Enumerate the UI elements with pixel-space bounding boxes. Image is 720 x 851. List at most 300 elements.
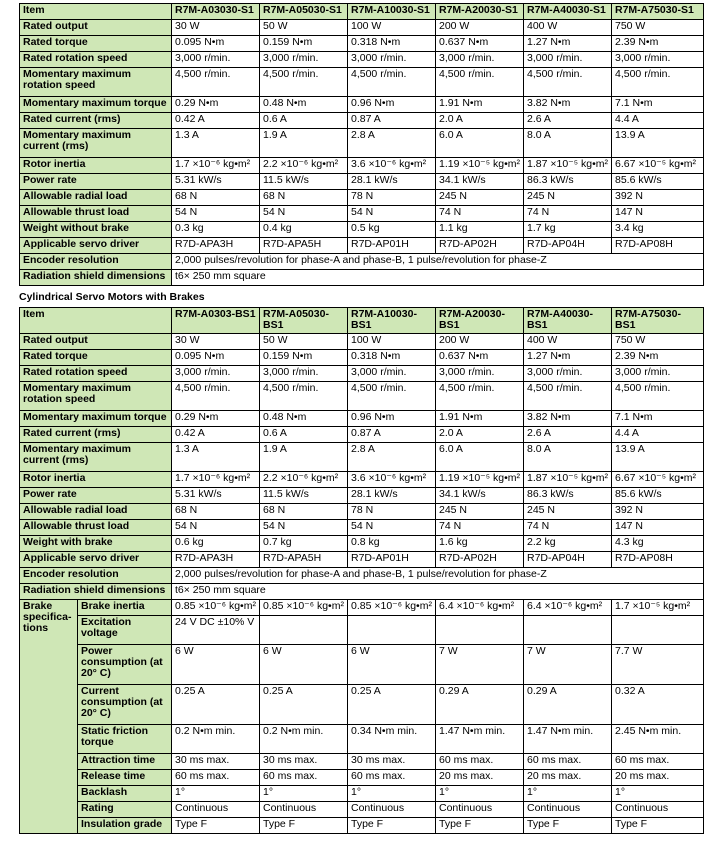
table-header-row [20, 4, 704, 20]
table-cell: Type F [348, 818, 436, 834]
table-cell: 68 N [172, 190, 260, 206]
row-label: Momentary maximum torque [20, 411, 172, 427]
table-cell: 0.25 A [348, 685, 436, 725]
row-label: Allowable radial load [20, 190, 172, 206]
table-cell: Type F [172, 818, 260, 834]
table-cell: 85.6 kW/s [612, 174, 704, 190]
table-cell: 60 ms max. [436, 754, 524, 770]
table-cell: 54 N [260, 206, 348, 222]
header-cell: Item [20, 308, 172, 334]
table-cell: 3.4 kg [612, 222, 704, 238]
table-cell: 1° [436, 786, 524, 802]
row-label: Rated current (rms) [20, 427, 172, 443]
row-label: Weight with brake [20, 536, 172, 552]
table-cell: 0.96 N•m [348, 411, 436, 427]
table-cell: t6× 250 mm square [172, 270, 704, 286]
table-cell: 1° [524, 786, 612, 802]
table-row [20, 770, 704, 786]
row-label: Rated torque [20, 350, 172, 366]
table-cell: 7.1 N•m [612, 411, 704, 427]
table-cell [612, 616, 704, 645]
table-cell: 0.8 kg [348, 536, 436, 552]
row-label: Applicable servo driver [20, 238, 172, 254]
table-cell: 68 N [260, 504, 348, 520]
servo-spec-table [19, 3, 704, 286]
header-cell: R7M-A20030-S1 [436, 4, 524, 20]
row-label: Excitation voltage [78, 616, 172, 645]
table-cell: 2.0 A [436, 427, 524, 443]
table-cell: 3.82 N•m [524, 97, 612, 113]
table-cell: Continuous [524, 802, 612, 818]
row-label: Allowable thrust load [20, 520, 172, 536]
table-cell: 1.27 N•m [524, 36, 612, 52]
table-cell: 28.1 kW/s [348, 488, 436, 504]
row-label: Brake inertia [78, 600, 172, 616]
table-cell: 0.48 N•m [260, 411, 348, 427]
table-cell: 0.095 N•m [172, 36, 260, 52]
table-cell: 54 N [172, 520, 260, 536]
row-label: Momentary maximum rotation speed [20, 68, 172, 97]
table-cell: 100 W [348, 20, 436, 36]
table-cell [524, 616, 612, 645]
table-cell: 2,000 pulses/revolution for phase-A and phase-B, 1 pulse/revolution for phase-Z [172, 568, 704, 584]
table-row [20, 334, 704, 350]
header-cell: R7M-A10030-S1 [348, 4, 436, 20]
row-label: Momentary maximum current (rms) [20, 129, 172, 158]
table-row [20, 568, 704, 584]
table-cell: 60 ms max. [348, 770, 436, 786]
table-cell: 5.31 kW/s [172, 174, 260, 190]
table-cell: 1.87 ×10⁻⁵ kg•m² [524, 472, 612, 488]
table-cell: 20 ms max. [436, 770, 524, 786]
table-cell [436, 616, 524, 645]
table-row [20, 411, 704, 427]
table-cell: 8.0 A [524, 443, 612, 472]
table-cell: 3.6 ×10⁻⁶ kg•m² [348, 472, 436, 488]
table-cell: 0.3 kg [172, 222, 260, 238]
table-row [20, 584, 704, 600]
table-cell: 2.8 A [348, 129, 436, 158]
row-label: Radiation shield dimensions [20, 270, 172, 286]
table-cell: 1.91 N•m [436, 411, 524, 427]
table-cell: R7D-AP08H [612, 552, 704, 568]
table-cell: Type F [260, 818, 348, 834]
row-label: Applicable servo driver [20, 552, 172, 568]
table-cell: R7D-AP08H [612, 238, 704, 254]
table-cell: 147 N [612, 206, 704, 222]
table-cell: 3.82 N•m [524, 411, 612, 427]
table-cell: 6 W [172, 645, 260, 685]
table-cell: 400 W [524, 20, 612, 36]
table-cell: 1.87 ×10⁻⁵ kg•m² [524, 158, 612, 174]
header-cell: R7M-A0303-BS1 [172, 308, 260, 334]
table-cell: 245 N [524, 190, 612, 206]
table-cell: 7.1 N•m [612, 97, 704, 113]
row-label: Rated torque [20, 36, 172, 52]
table-cell: 0.29 A [524, 685, 612, 725]
table-cell: 750 W [612, 20, 704, 36]
table-cell: 3,000 r/min. [172, 366, 260, 382]
table-cell: R7D-AP04H [524, 238, 612, 254]
table-cell: 0.159 N•m [260, 350, 348, 366]
table-cell: 78 N [348, 190, 436, 206]
table-cell: 2.2 kg [524, 536, 612, 552]
table-cell: 50 W [260, 334, 348, 350]
table-cell: 1.91 N•m [436, 97, 524, 113]
table-cell: 1° [260, 786, 348, 802]
table-cell: 4,500 r/min. [260, 68, 348, 97]
row-label: Rated output [20, 334, 172, 350]
table-cell: 4,500 r/min. [172, 68, 260, 97]
table-cell: 1° [348, 786, 436, 802]
table-cell: 200 W [436, 20, 524, 36]
table-cell: 5.31 kW/s [172, 488, 260, 504]
table-cell: 0.85 ×10⁻⁶ kg•m² [260, 600, 348, 616]
table-cell: 0.2 N•m min. [260, 725, 348, 754]
row-label: Current consumption (at 20° C) [78, 685, 172, 725]
table-cell: 4,500 r/min. [524, 68, 612, 97]
table-row [20, 504, 704, 520]
table-cell: 4.3 kg [612, 536, 704, 552]
table-cell: 1.19 ×10⁻⁵ kg•m² [436, 158, 524, 174]
table-cell: 4.4 A [612, 427, 704, 443]
table-row [20, 129, 704, 158]
row-label: Encoder resolution [20, 254, 172, 270]
header-cell: Item [20, 4, 172, 20]
header-cell: R7M-A40030-S1 [524, 4, 612, 20]
row-label: Release time [78, 770, 172, 786]
row-label: Rotor inertia [20, 158, 172, 174]
header-cell: R7M-A20030-BS1 [436, 308, 524, 334]
table-cell: 3,000 r/min. [612, 366, 704, 382]
table-cell: 1.7 kg [524, 222, 612, 238]
table-cell: 4.4 A [612, 113, 704, 129]
table-cell: 13.9 A [612, 129, 704, 158]
row-label: Weight without brake [20, 222, 172, 238]
table-cell: 85.6 kW/s [612, 488, 704, 504]
table-cell: 4,500 r/min. [612, 68, 704, 97]
table-cell: 6.0 A [436, 129, 524, 158]
table-cell: 0.6 kg [172, 536, 260, 552]
table-cell: 392 N [612, 504, 704, 520]
table-cell: t6× 250 mm square [172, 584, 704, 600]
table-row [20, 536, 704, 552]
header-cell: R7M-A05030-S1 [260, 4, 348, 20]
table-cell: 60 ms max. [260, 770, 348, 786]
table-cell: 1° [172, 786, 260, 802]
row-label: Power rate [20, 488, 172, 504]
table-cell: 54 N [348, 520, 436, 536]
table-cell: 1.9 A [260, 129, 348, 158]
table-cell: 1.3 A [172, 443, 260, 472]
row-label: Rotor inertia [20, 472, 172, 488]
table-row [20, 427, 704, 443]
table-cell: 0.96 N•m [348, 97, 436, 113]
table-cell: 6 W [260, 645, 348, 685]
table-cell: 3,000 r/min. [524, 52, 612, 68]
table-row [20, 818, 704, 834]
table-cell: 4,500 r/min. [612, 382, 704, 411]
table-row [20, 616, 704, 645]
table-row [20, 725, 704, 754]
table-cell: 78 N [348, 504, 436, 520]
table-cell: 750 W [612, 334, 704, 350]
table-cell: 392 N [612, 190, 704, 206]
table-cell: 2.0 A [436, 113, 524, 129]
table-cell: 60 ms max. [172, 770, 260, 786]
table-row [20, 472, 704, 488]
table-cell: 11.5 kW/s [260, 174, 348, 190]
table-cell: 0.7 kg [260, 536, 348, 552]
table-cell: 30 ms max. [172, 754, 260, 770]
table-cell: 8.0 A [524, 129, 612, 158]
table-row [20, 190, 704, 206]
table-cell: 0.5 kg [348, 222, 436, 238]
row-label: Rating [78, 802, 172, 818]
table-cell: 4,500 r/min. [172, 382, 260, 411]
table-cell: 2,000 pulses/revolution for phase-A and phase-B, 1 pulse/revolution for phase-Z [172, 254, 704, 270]
table-row [20, 754, 704, 770]
table-cell: 2.39 N•m [612, 350, 704, 366]
header-cell: R7M-A05030-BS1 [260, 308, 348, 334]
table-cell: 1.7 ×10⁻⁶ kg•m² [172, 472, 260, 488]
table-cell: 0.318 N•m [348, 350, 436, 366]
table-cell: 4,500 r/min. [524, 382, 612, 411]
table-cell: 1.19 ×10⁻⁵ kg•m² [436, 472, 524, 488]
table-cell: Continuous [348, 802, 436, 818]
table-cell: 0.6 A [260, 113, 348, 129]
row-label: Momentary maximum rotation speed [20, 382, 172, 411]
table-cell: 3,000 r/min. [524, 366, 612, 382]
table-cell: 1.7 ×10⁻⁶ kg•m² [172, 158, 260, 174]
table-cell: 2.8 A [348, 443, 436, 472]
table-cell: 0.637 N•m [436, 350, 524, 366]
table-cell: 54 N [260, 520, 348, 536]
table-row [20, 685, 704, 725]
table-cell: 0.87 A [348, 113, 436, 129]
table-cell: 147 N [612, 520, 704, 536]
table-cell: 3,000 r/min. [436, 366, 524, 382]
table-row [20, 222, 704, 238]
table-cell: 0.318 N•m [348, 36, 436, 52]
table-cell: 1.3 A [172, 129, 260, 158]
table-cell: 4,500 r/min. [348, 382, 436, 411]
table-header-row [20, 308, 704, 334]
table-row [20, 36, 704, 52]
table-row [20, 350, 704, 366]
row-label: Momentary maximum current (rms) [20, 443, 172, 472]
table-cell: 7.7 W [612, 645, 704, 685]
row-label: Rated rotation speed [20, 52, 172, 68]
row-label: Rated output [20, 20, 172, 36]
table-cell: 60 ms max. [612, 754, 704, 770]
header-cell: R7M-A75030-S1 [612, 4, 704, 20]
table-cell: 7 W [436, 645, 524, 685]
table-cell: 0.29 N•m [172, 411, 260, 427]
table-cell: 86.3 kW/s [524, 488, 612, 504]
table-cell: R7D-AP02H [436, 552, 524, 568]
table-cell: 1.47 N•m min. [436, 725, 524, 754]
table-cell: R7D-AP02H [436, 238, 524, 254]
row-label: Momentary maximum torque [20, 97, 172, 113]
table-cell: R7D-APA5H [260, 552, 348, 568]
table-cell: 2.2 ×10⁻⁶ kg•m² [260, 472, 348, 488]
row-label: Power consumption (at 20° C) [78, 645, 172, 685]
table-cell: Continuous [612, 802, 704, 818]
table-row [20, 552, 704, 568]
table-cell: 2.39 N•m [612, 36, 704, 52]
table-row [20, 786, 704, 802]
table-cell: 74 N [436, 206, 524, 222]
table-cell: 30 W [172, 334, 260, 350]
table-cell: 1.1 kg [436, 222, 524, 238]
section-title: Cylindrical Servo Motors with Brakes [19, 291, 205, 303]
table-cell: 4,500 r/min. [260, 382, 348, 411]
table-row [20, 113, 704, 129]
table-cell: 2.6 A [524, 113, 612, 129]
table-row [20, 366, 704, 382]
table-cell: 7 W [524, 645, 612, 685]
table-cell: 6.0 A [436, 443, 524, 472]
table-cell: 68 N [172, 504, 260, 520]
table-cell: 245 N [436, 190, 524, 206]
row-label: Encoder resolution [20, 568, 172, 584]
row-label: Rated current (rms) [20, 113, 172, 129]
table-cell: 6.67 ×10⁻⁵ kg•m² [612, 158, 704, 174]
table-cell: 0.87 A [348, 427, 436, 443]
table-cell: 6.4 ×10⁻⁶ kg•m² [436, 600, 524, 616]
table-cell [260, 616, 348, 645]
table-cell: 0.2 N•m min. [172, 725, 260, 754]
table-cell: 245 N [436, 504, 524, 520]
table-cell: 30 ms max. [260, 754, 348, 770]
table-cell: 0.6 A [260, 427, 348, 443]
table-cell: 0.637 N•m [436, 36, 524, 52]
table-cell: 1.9 A [260, 443, 348, 472]
table-row [20, 645, 704, 685]
table-row [20, 488, 704, 504]
table-cell: R7D-APA5H [260, 238, 348, 254]
table-cell [348, 616, 436, 645]
table-cell: 1.27 N•m [524, 350, 612, 366]
table-row [20, 206, 704, 222]
table-cell: 11.5 kW/s [260, 488, 348, 504]
table-row [20, 238, 704, 254]
table-row [20, 802, 704, 818]
table-cell: 6.4 ×10⁻⁶ kg•m² [524, 600, 612, 616]
table-cell: Type F [524, 818, 612, 834]
table-row [20, 158, 704, 174]
table-cell: 0.25 A [260, 685, 348, 725]
table-cell: 24 V DC ±10% V [172, 616, 260, 645]
table-row [20, 68, 704, 97]
table-cell: R7D-AP01H [348, 238, 436, 254]
table-cell: R7D-APA3H [172, 238, 260, 254]
table-cell: 68 N [260, 190, 348, 206]
table-cell: 30 W [172, 20, 260, 36]
table-cell: Continuous [436, 802, 524, 818]
table-cell: 3,000 r/min. [348, 52, 436, 68]
table-cell: 2.45 N•m min. [612, 725, 704, 754]
servo-brake-spec-table [19, 307, 704, 834]
table-cell: 74 N [524, 206, 612, 222]
table-cell: 2.2 ×10⁻⁶ kg•m² [260, 158, 348, 174]
row-label: Radiation shield dimensions [20, 584, 172, 600]
table-cell: 74 N [436, 520, 524, 536]
table-cell: 0.85 ×10⁻⁶ kg•m² [348, 600, 436, 616]
table-cell: 0.25 A [172, 685, 260, 725]
table-cell: 20 ms max. [612, 770, 704, 786]
table-cell: 3,000 r/min. [260, 366, 348, 382]
row-label: Allowable radial load [20, 504, 172, 520]
table-cell: Continuous [260, 802, 348, 818]
table-cell: 50 W [260, 20, 348, 36]
table-cell: 200 W [436, 334, 524, 350]
table-cell: 3,000 r/min. [436, 52, 524, 68]
table-cell: 0.32 A [612, 685, 704, 725]
header-cell: R7M-A75030-BS1 [612, 308, 704, 334]
table-cell: Continuous [172, 802, 260, 818]
header-cell: R7M-A10030-BS1 [348, 308, 436, 334]
table-cell: 0.42 A [172, 427, 260, 443]
table-cell: 4,500 r/min. [436, 382, 524, 411]
table-row [20, 97, 704, 113]
table-row [20, 520, 704, 536]
table-cell: Type F [436, 818, 524, 834]
row-label: Insulation grade [78, 818, 172, 834]
table-cell: 13.9 A [612, 443, 704, 472]
table-row [20, 52, 704, 68]
table-cell: 6.67 ×10⁻⁵ kg•m² [612, 472, 704, 488]
table-cell: 34.1 kW/s [436, 488, 524, 504]
table-cell: 0.4 kg [260, 222, 348, 238]
table-cell: 54 N [348, 206, 436, 222]
table-cell: 0.29 N•m [172, 97, 260, 113]
table-cell: 2.6 A [524, 427, 612, 443]
table-cell: 100 W [348, 334, 436, 350]
table-row [20, 20, 704, 36]
row-label: Backlash [78, 786, 172, 802]
table-cell: 1.47 N•m min. [524, 725, 612, 754]
table-cell: 3,000 r/min. [260, 52, 348, 68]
table-cell: 3,000 r/min. [612, 52, 704, 68]
table-cell: 0.095 N•m [172, 350, 260, 366]
table-cell: 1.6 kg [436, 536, 524, 552]
table-cell: 6 W [348, 645, 436, 685]
table-row [20, 254, 704, 270]
table-cell: 34.1 kW/s [436, 174, 524, 190]
table-cell: 400 W [524, 334, 612, 350]
table-cell: 1° [612, 786, 704, 802]
table-cell: 30 ms max. [348, 754, 436, 770]
table-cell: 0.85 ×10⁻⁶ kg•m² [172, 600, 260, 616]
row-label: Power rate [20, 174, 172, 190]
table-cell: 3,000 r/min. [172, 52, 260, 68]
table-cell: 86.3 kW/s [524, 174, 612, 190]
table-cell: 4,500 r/min. [348, 68, 436, 97]
table-cell: 74 N [524, 520, 612, 536]
table-cell: R7D-APA3H [172, 552, 260, 568]
table-row [20, 270, 704, 286]
row-label: Rated rotation speed [20, 366, 172, 382]
table-row [20, 443, 704, 472]
table-cell: 1.7 ×10⁻⁵ kg•m² [612, 600, 704, 616]
table-cell: R7D-AP04H [524, 552, 612, 568]
brake-group-label: Brake specifica-tions [20, 600, 78, 834]
table-cell: 0.34 N•m min. [348, 725, 436, 754]
header-cell: R7M-A03030-S1 [172, 4, 260, 20]
table-cell: 3.6 ×10⁻⁶ kg•m² [348, 158, 436, 174]
